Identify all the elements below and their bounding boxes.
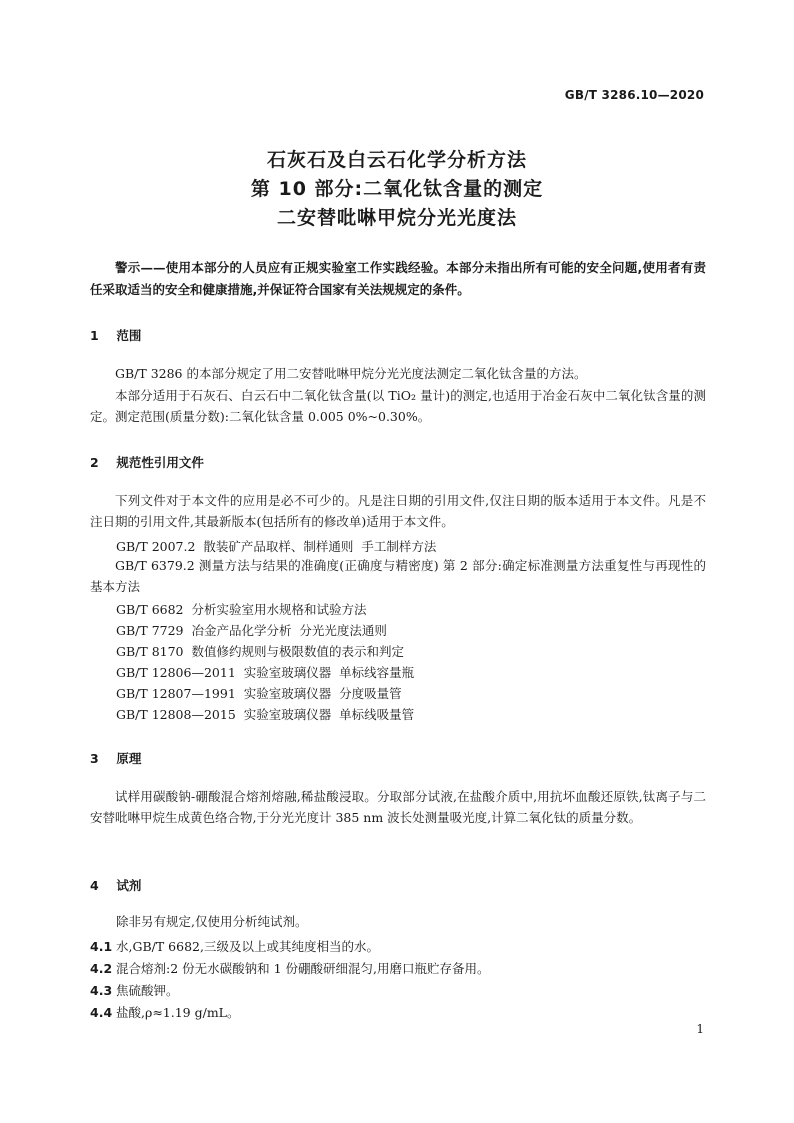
section-3-heading: [90, 749, 141, 767]
section-3-paragraph: 试样用碳酸钠-硼酸混合熔剂熔融,稀盐酸浸取。分取部分试液,在盐酸介质中,用抗坏血酸还原铁,钛离子与二安替吡啉甲烷生成黄色络合物,于分光光度计 385 nm 波长处测量吸光度,计算二氧化钛的质量分数。: [90, 789, 706, 825]
title-line-1: 石灰石及白云石化学分析方法: [266, 149, 527, 171]
reagent-item-number: 4.2: [90, 961, 113, 976]
safety-warning: 警示——使用本部分的人员应有正规实验室工作实践经验。本部分未指出所有可能的安全问题,使用者有责任采取适当的安全和健康措施,并保证符合国家有关法规规定的条件。: [90, 260, 706, 297]
reference-item: GB/T 6682 分析实验室用水规格和试验方法: [116, 602, 367, 617]
reference-item: GB/T 12807—1991 实验室玻璃仪器 分度吸量管: [116, 686, 402, 701]
section-2-number: 2: [90, 455, 99, 470]
reference-item: GB/T 6379.2 测量方法与结果的准确度(正确度与精密度) 第 2 部分:确定标准测量方法重复性与再现性的基本方法: [90, 558, 706, 594]
title-line-3: 二安替吡啉甲烷分光光度法: [276, 207, 517, 229]
reagent-item-number: 4.1: [90, 939, 113, 954]
reference-item: GB/T 2007.2 散装矿产品取样、制样通则 手工制样方法: [116, 539, 437, 554]
section-1-paragraph-1: GB/T 3286 的本部分规定了用二安替吡啉甲烷分光光度法测定二氧化钛含量的方法。: [115, 366, 587, 381]
reagent-item: [90, 981, 179, 999]
section-2-heading: [90, 453, 204, 471]
section-4-number: 4: [90, 878, 99, 893]
reagent-item-number: 4.3: [90, 983, 113, 998]
title-line-2: 第 10 部分:二氧化钛含量的测定: [250, 178, 544, 200]
reference-item: GB/T 12808—2015 实验室玻璃仪器 单标线吸量管: [116, 707, 415, 722]
section-2-intro: 下列文件对于本文件的应用是必不可少的。凡是注日期的引用文件,仅注日期的版本适用于本文件。凡是不注日期的引用文件,其最新版本(包括所有的修改单)适用于本文件。: [90, 493, 706, 529]
reagent-item-text: 水,GB/T 6682,三级及以上或其纯度相当的水。: [116, 939, 379, 954]
standard-number: GB/T 3286.10—2020: [564, 88, 704, 102]
reagent-item: [90, 1003, 239, 1021]
reference-item: GB/T 7729 冶金产品化学分析 分光光度法通则: [116, 623, 387, 638]
section-3-number: 3: [90, 751, 99, 766]
section-1-number: 1: [90, 328, 99, 343]
page-number: 1: [696, 1022, 704, 1036]
reagent-item-text: 盐酸,ρ≈1.19 g/mL。: [116, 1005, 240, 1020]
document-title: [0, 146, 794, 233]
section-1-paragraph-2: 本部分适用于石灰石、白云石中二氧化钛含量(以 TiO₂ 量计)的测定,也适用于冶金石灰中二氧化钛含量的测定。测定范围(质量分数):二氧化钛含量 0.005 0%~0.30%。: [90, 388, 706, 424]
reagent-item-text: 焦硫酸钾。: [116, 983, 179, 998]
section-3-title: 原理: [116, 751, 142, 766]
section-4-title: 试剂: [116, 878, 142, 893]
reference-item: GB/T 12806—2011 实验室玻璃仪器 单标线容量瓶: [116, 665, 415, 680]
reagent-item-text: 混合熔剂:2 份无水碳酸钠和 1 份硼酸研细混匀,用磨口瓶贮存备用。: [116, 961, 490, 976]
reagent-item: [90, 959, 490, 977]
reagent-item: [90, 937, 379, 955]
section-1-heading: [90, 326, 141, 344]
section-4-intro: 除非另有规定,仅使用分析纯试剂。: [116, 914, 308, 929]
reference-item: GB/T 8170 数值修约规则与极限数值的表示和判定: [116, 644, 404, 659]
section-2-title: 规范性引用文件: [116, 455, 204, 470]
reagent-item-number: 4.4: [90, 1005, 113, 1020]
section-1-title: 范围: [116, 328, 142, 343]
section-4-heading: [90, 876, 141, 894]
